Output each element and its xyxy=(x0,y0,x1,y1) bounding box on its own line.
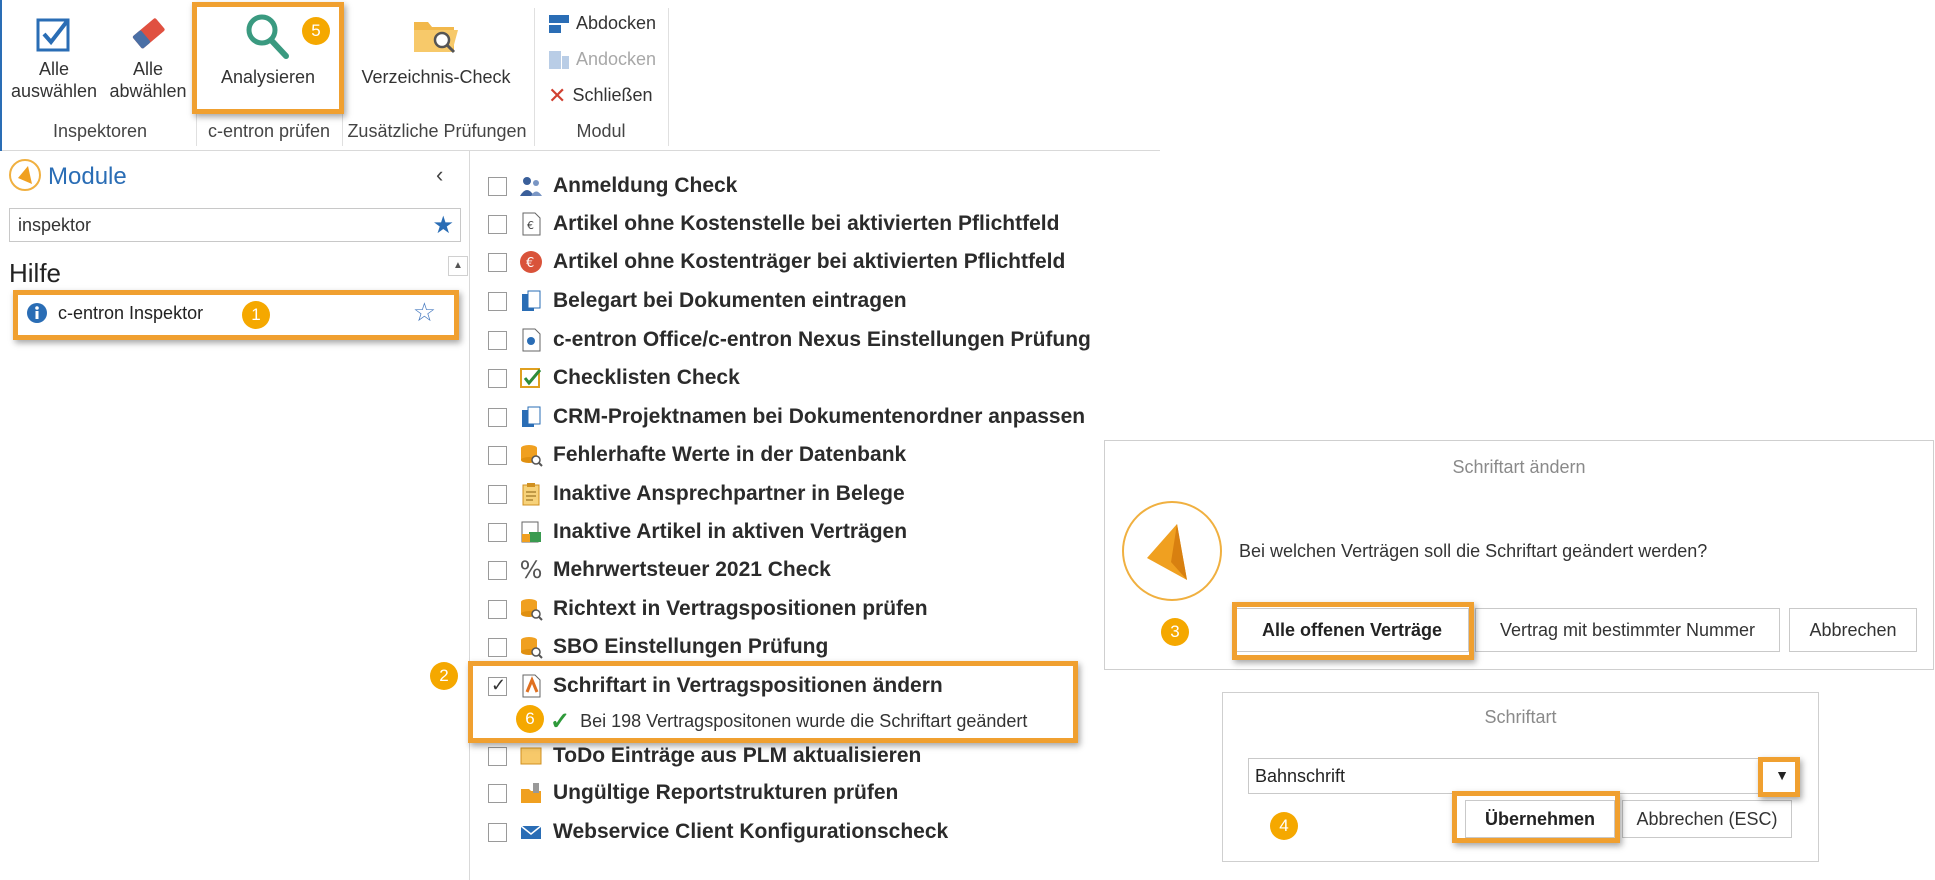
scroll-up-icon[interactable]: ▲ xyxy=(448,256,468,276)
undock-icon xyxy=(548,14,570,34)
inspector-label: Anmeldung Check xyxy=(553,174,738,197)
favorite-star-icon[interactable]: ★ xyxy=(432,212,454,239)
inspector-checkbox[interactable] xyxy=(488,747,507,766)
font-select-value: Bahnschrift xyxy=(1255,766,1346,786)
select-all-line1: Alle xyxy=(38,59,69,79)
section-heading: Hilfe xyxy=(9,258,62,288)
centron-logo-icon xyxy=(8,158,42,192)
inspector-checkbox[interactable] xyxy=(488,331,507,350)
inspector-checkbox[interactable] xyxy=(488,408,507,427)
inspector-label: ToDo Einträge aus PLM aktualisieren xyxy=(553,744,922,767)
list-item[interactable] xyxy=(488,741,921,771)
ribbon-separator xyxy=(534,8,535,146)
list-item[interactable] xyxy=(488,817,948,847)
dialog-title: Schriftart xyxy=(1484,707,1557,727)
inspector-label: Mehrwertsteuer 2021 Check xyxy=(553,558,831,581)
mail-icon xyxy=(519,820,543,844)
inspector-checkbox[interactable] xyxy=(488,523,507,542)
deselect-all-button[interactable] xyxy=(104,14,192,102)
callout-badge: 2 xyxy=(430,662,458,690)
result-text: Bei 198 Vertragspositonen wurde die Schriftart geändert xyxy=(580,711,1028,731)
euro-doc-icon xyxy=(519,212,543,236)
callout-badge: 5 xyxy=(302,17,330,45)
callout-badge: 1 xyxy=(242,301,270,329)
contract-number-button[interactable]: Vertrag mit bestimmter Nummer xyxy=(1475,608,1780,652)
inspector-checkbox[interactable] xyxy=(488,561,507,580)
inspector-label: Inaktive Ansprechpartner in Belege xyxy=(553,482,905,505)
euro-circle-icon xyxy=(519,250,543,274)
list-item[interactable] xyxy=(488,517,907,547)
close-icon: ✕ xyxy=(548,82,567,108)
favorite-star-outline-icon[interactable]: ☆ xyxy=(412,297,436,327)
select-all-line2: auswählen xyxy=(10,81,98,101)
directory-check-label: Verzeichnis-Check xyxy=(361,67,511,87)
success-check-icon: ✓ xyxy=(550,708,571,735)
inspector-label: CRM-Projektnamen bei Dokumentenordner anpassen xyxy=(553,405,1086,428)
list-item[interactable] xyxy=(488,632,828,662)
inspector-label: Artikel ohne Kostenstelle bei aktivierten Pflichtfeld xyxy=(553,212,1060,235)
list-item[interactable] xyxy=(488,171,737,201)
inspector-label: Checklisten Check xyxy=(553,366,740,389)
analyze-label: Analysieren xyxy=(220,67,316,87)
list-item[interactable] xyxy=(488,209,1059,239)
inspector-checkbox[interactable] xyxy=(488,369,507,388)
list-item[interactable] xyxy=(488,555,831,585)
centron-logo-icon xyxy=(1121,500,1223,602)
group-label-inspectors: Inspektoren xyxy=(52,121,148,141)
contract-icon xyxy=(519,520,543,544)
list-item[interactable] xyxy=(488,325,1091,355)
database-search-icon xyxy=(519,443,543,467)
inspector-checkbox[interactable] xyxy=(488,638,507,657)
highlight-box xyxy=(13,290,459,340)
undock-button[interactable] xyxy=(548,13,656,34)
settings-doc-icon xyxy=(519,328,543,352)
close-module-button[interactable] xyxy=(548,82,653,108)
inspector-label: SBO Einstellungen Prüfung xyxy=(553,635,829,658)
cancel-esc-button[interactable]: Abbrechen (ESC) xyxy=(1622,800,1792,838)
list-item[interactable] xyxy=(488,402,1085,432)
inspector-checkbox[interactable] xyxy=(488,446,507,465)
percent-icon: % xyxy=(519,556,543,584)
database-search-icon xyxy=(519,597,543,621)
sidebar-item-label: c-entron Inspektor xyxy=(58,302,204,323)
inspector-checkbox[interactable] xyxy=(488,823,507,842)
highlight-box xyxy=(468,661,1078,743)
svg-text:€: € xyxy=(527,219,534,232)
highlight-box xyxy=(1452,791,1620,843)
directory-check-button[interactable] xyxy=(356,10,516,88)
search-input[interactable] xyxy=(10,209,406,242)
inspector-checkbox[interactable] xyxy=(488,784,507,803)
inspector-checkbox[interactable] xyxy=(488,600,507,619)
inspector-label: Inaktive Artikel in aktiven Verträgen xyxy=(553,520,908,543)
checklist-icon xyxy=(519,366,543,390)
inspector-label: Webservice Client Konfigurationscheck xyxy=(553,820,949,843)
ribbon xyxy=(0,0,1160,151)
todo-icon xyxy=(519,744,543,768)
clipboard-icon xyxy=(519,482,543,506)
svg-text:€: € xyxy=(526,256,535,271)
collapse-chevron-icon[interactable]: ‹ xyxy=(436,162,444,187)
documents-icon xyxy=(519,289,543,313)
dock-icon xyxy=(548,50,570,70)
list-item[interactable] xyxy=(488,286,907,316)
close-label: Schließen xyxy=(572,85,653,105)
dialog-title: Schriftart ändern xyxy=(1452,457,1586,477)
dialog-question: Bei welchen Verträgen soll die Schriftart geändert werden? xyxy=(1239,541,1708,561)
callout-badge: 4 xyxy=(1270,812,1298,840)
list-item[interactable] xyxy=(488,440,906,470)
dock-label: Andocken xyxy=(576,49,657,69)
eraser-icon xyxy=(128,14,168,54)
list-item[interactable] xyxy=(488,778,898,808)
group-label-extra: Zusätzliche Prüfungen xyxy=(347,121,527,141)
inspector-checkbox[interactable] xyxy=(488,292,507,311)
callout-badge: 6 xyxy=(516,705,544,733)
font-select[interactable] xyxy=(1248,758,1796,794)
inspector-label: Fehlerhafte Werte in der Datenbank xyxy=(553,443,907,466)
inspector-label: Schriftart in Vertragspositionen ändern xyxy=(553,674,943,697)
callout-badge: 3 xyxy=(1161,618,1189,646)
list-item[interactable] xyxy=(488,363,740,393)
list-item[interactable] xyxy=(488,247,1065,277)
sidebar-title: Module xyxy=(48,163,127,190)
folder-search-icon xyxy=(410,10,462,62)
list-item[interactable] xyxy=(488,594,928,624)
database-search-icon xyxy=(519,635,543,659)
list-item[interactable] xyxy=(488,479,905,509)
dock-button[interactable] xyxy=(548,49,656,70)
deselect-all-line2: abwählen xyxy=(109,81,187,101)
all-open-contracts-button[interactable]: Alle offenen Verträge xyxy=(1235,608,1469,652)
inspector-checkbox[interactable] xyxy=(488,177,507,196)
undock-label: Abdocken xyxy=(576,13,657,33)
group-label-module: Modul xyxy=(576,121,626,141)
highlight-box xyxy=(1758,757,1800,797)
highlight-box xyxy=(1232,602,1474,660)
select-all-button[interactable] xyxy=(8,14,100,102)
inspector-label: c-entron Office/c-entron Nexus Einstellungen Prüfung xyxy=(553,328,1091,351)
module-sidebar xyxy=(0,151,470,880)
report-icon xyxy=(519,781,543,805)
inspector-label: Artikel ohne Kostenträger bei aktivierten Pflichtfeld xyxy=(553,250,1066,273)
inspector-label: Ungültige Reportstrukturen prüfen xyxy=(553,781,899,804)
documents-icon xyxy=(519,405,543,429)
ribbon-separator xyxy=(668,8,669,146)
group-label-check: c-entron prüfen xyxy=(207,121,331,141)
inspector-checkbox[interactable] xyxy=(488,485,507,504)
users-icon xyxy=(519,174,543,198)
module-search-field[interactable] xyxy=(9,208,461,242)
inspector-checkbox[interactable] xyxy=(488,215,507,234)
apply-button[interactable]: Übernehmen xyxy=(1465,800,1615,838)
inspector-checkbox[interactable] xyxy=(488,253,507,272)
deselect-all-line1: Alle xyxy=(132,59,163,79)
checkbox-checked-icon xyxy=(34,14,74,54)
cancel-button[interactable]: Abbrechen xyxy=(1789,608,1917,652)
chevron-down-icon[interactable]: ▼ xyxy=(1775,767,1789,783)
inspector-label: Belegart bei Dokumenten eintragen xyxy=(553,289,907,312)
inspector-label: Richtext in Vertragspositionen prüfen xyxy=(553,597,928,620)
